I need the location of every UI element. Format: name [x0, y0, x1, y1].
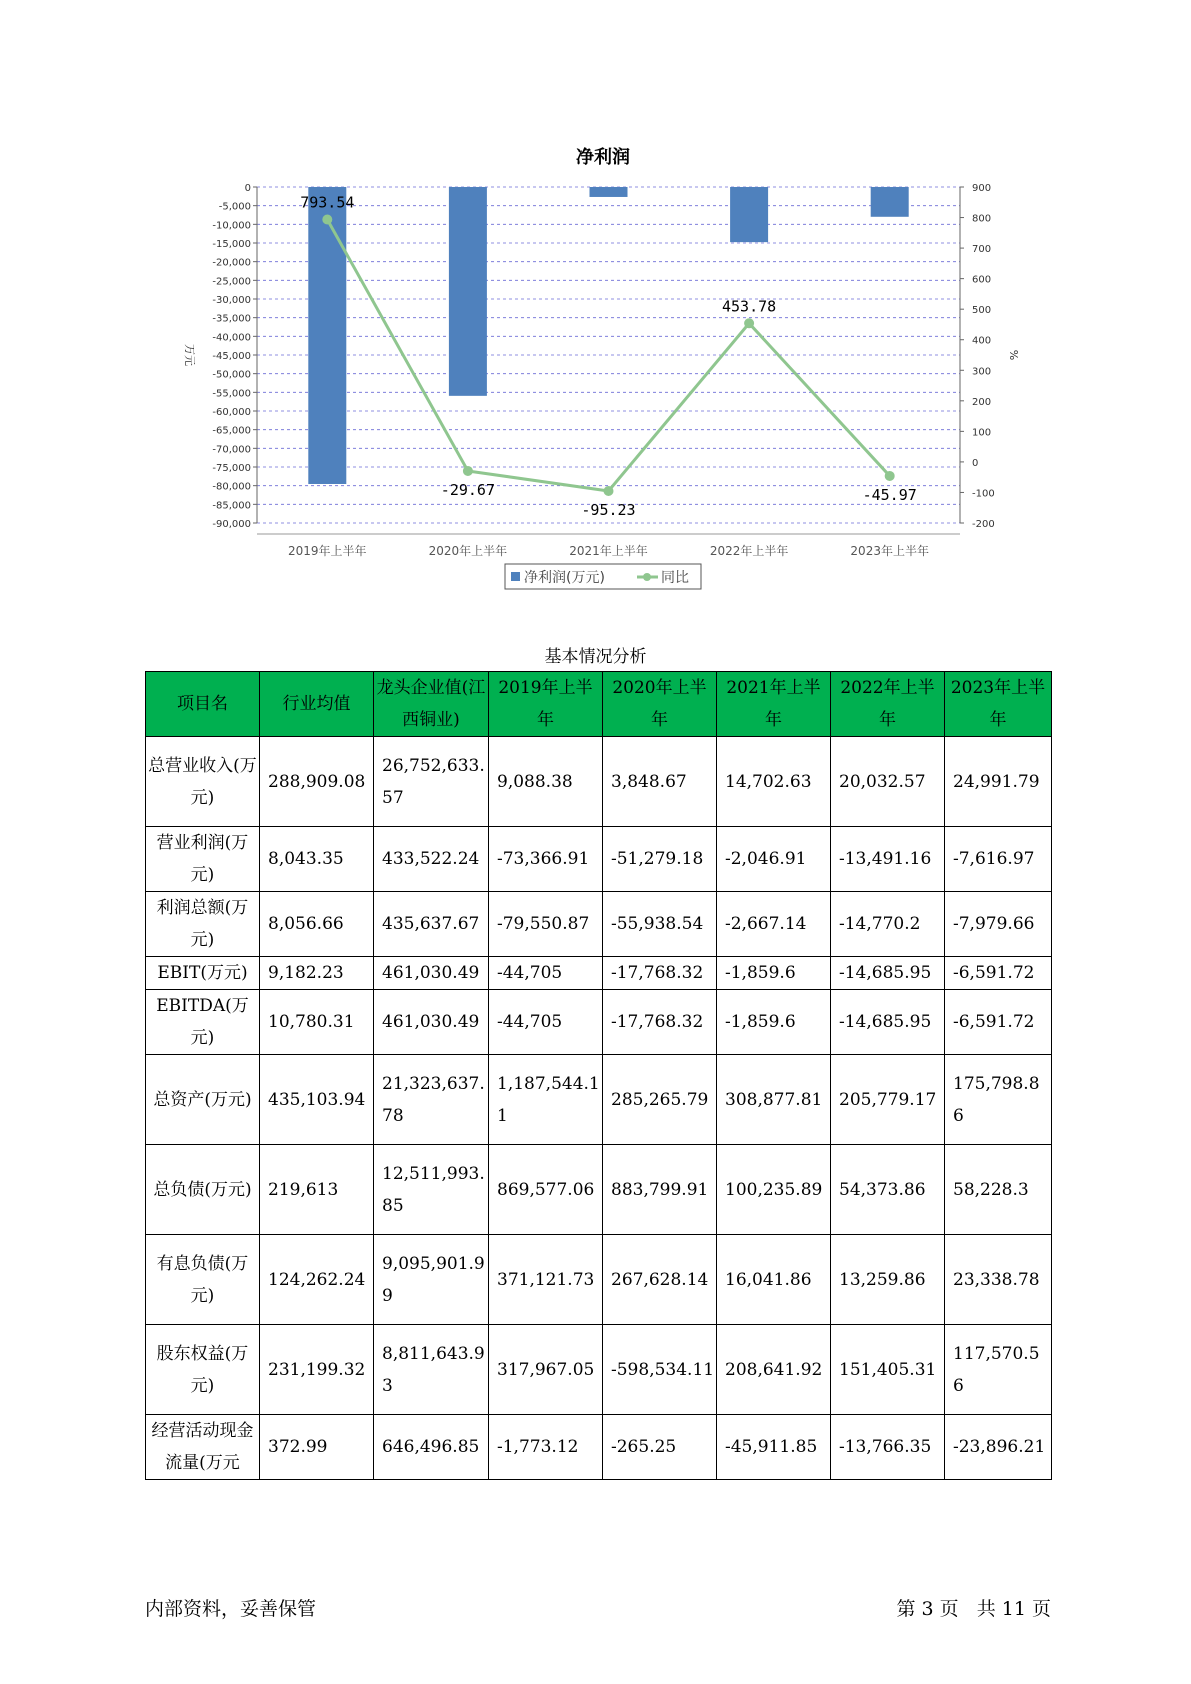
- y-tick-label: -10,000: [212, 220, 251, 232]
- value-cell: 21,323,637.78: [374, 1055, 489, 1145]
- legend-bar-label: 净利润(万元): [524, 570, 605, 586]
- value-cell: -1,773.12: [489, 1415, 603, 1480]
- row-label-cell: 经营活动现金流量(万元: [146, 1415, 260, 1480]
- table-row: [146, 957, 1052, 990]
- y-axis-label: 万元: [183, 344, 196, 366]
- y-tick-label: -60,000: [212, 407, 251, 418]
- table-title: 基本情况分析: [544, 647, 647, 667]
- y-tick-label: -80,000: [212, 481, 251, 493]
- x-tick-label: 2021年上半年: [569, 544, 648, 558]
- table-row: [146, 990, 1052, 1055]
- y2-tick-label: 900: [972, 183, 992, 194]
- value-cell: 3,848.67: [603, 737, 717, 827]
- value-cell: -14,685.95: [831, 990, 945, 1055]
- value-cell: 8,043.35: [260, 827, 374, 892]
- value-cell: 8,056.66: [260, 892, 374, 957]
- y-tick-label: -15,000: [212, 239, 251, 250]
- y-tick-label: -30,000: [212, 295, 251, 306]
- table-row: [146, 1145, 1052, 1235]
- value-cell: 208,641.92: [717, 1325, 831, 1415]
- row-label-cell: EBITDA(万元): [146, 990, 260, 1055]
- value-cell: 58,228.3: [945, 1145, 1052, 1235]
- table-row: [146, 737, 1052, 827]
- row-label-cell: 总营业收入(万元): [146, 737, 260, 827]
- y-tick-label: -50,000: [212, 369, 251, 381]
- net-profit-chart: [0, 0, 1191, 600]
- value-cell: 435,637.67: [374, 892, 489, 957]
- value-cell: 10,780.31: [260, 990, 374, 1055]
- y2-tick-label: 300: [972, 366, 992, 378]
- value-cell: 205,779.17: [831, 1055, 945, 1145]
- yoy-point: [322, 215, 332, 225]
- value-cell: -7,616.97: [945, 827, 1052, 892]
- y-tick-label: -35,000: [212, 313, 251, 325]
- value-cell: 883,799.91: [603, 1145, 717, 1235]
- value-cell: -6,591.72: [945, 990, 1052, 1055]
- value-cell: 54,373.86: [831, 1145, 945, 1235]
- value-cell: -79,550.87: [489, 892, 603, 957]
- y2-tick-label: -200: [972, 519, 995, 530]
- bar: [449, 187, 487, 396]
- value-cell: 1,187,544.11: [489, 1055, 603, 1145]
- value-cell: 117,570.56: [945, 1325, 1052, 1415]
- y-tick-label: -5,000: [218, 201, 251, 213]
- x-tick-label: 2023年上半年: [850, 544, 929, 558]
- x-tick-label: 2019年上半年: [288, 544, 367, 558]
- value-cell: 23,338.78: [945, 1235, 1052, 1325]
- bar: [590, 187, 628, 197]
- table-row: [146, 892, 1052, 957]
- y-tick-label: 0: [244, 183, 251, 194]
- value-cell: -14,770.2: [831, 892, 945, 957]
- row-label-cell: 股东权益(万元): [146, 1325, 260, 1415]
- yoy-point: [463, 466, 473, 476]
- value-cell: 285,265.79: [603, 1055, 717, 1145]
- value-cell: 100,235.89: [717, 1145, 831, 1235]
- value-cell: 13,259.86: [831, 1235, 945, 1325]
- yoy-data-label: -45.97: [862, 485, 917, 504]
- value-cell: -6,591.72: [945, 957, 1052, 990]
- value-cell: 16,041.86: [717, 1235, 831, 1325]
- value-cell: -44,705: [489, 957, 603, 990]
- value-cell: 175,798.86: [945, 1055, 1052, 1145]
- value-cell: -2,046.91: [717, 827, 831, 892]
- basic-analysis-table: [145, 671, 1052, 1480]
- y2-tick-label: 600: [972, 274, 992, 286]
- value-cell: 20,032.57: [831, 737, 945, 827]
- value-cell: 308,877.81: [717, 1055, 831, 1145]
- yoy-point: [604, 486, 614, 496]
- table-row: [146, 1325, 1052, 1415]
- value-cell: 372.99: [260, 1415, 374, 1480]
- y2-axis-label: %: [1007, 349, 1020, 361]
- value-cell: 646,496.85: [374, 1415, 489, 1480]
- row-label-cell: 利润总额(万元): [146, 892, 260, 957]
- table-row: [146, 827, 1052, 892]
- y-tick-label: -75,000: [212, 463, 251, 474]
- value-cell: 12,511,993.85: [374, 1145, 489, 1235]
- header-cell: 行业均值: [260, 672, 374, 737]
- y2-tick-label: 200: [972, 396, 992, 408]
- yoy-data-label: -95.23: [581, 500, 636, 519]
- y-tick-label: -65,000: [212, 425, 251, 437]
- y-tick-label: -40,000: [212, 332, 251, 344]
- y2-tick-label: 0: [972, 457, 979, 469]
- yoy-data-label: 453.78: [722, 297, 777, 316]
- y-tick-label: -55,000: [212, 388, 251, 400]
- value-cell: 14,702.63: [717, 737, 831, 827]
- value-cell: 461,030.49: [374, 957, 489, 990]
- value-cell: -73,366.91: [489, 827, 603, 892]
- bar: [871, 187, 909, 217]
- yoy-point: [744, 318, 754, 328]
- value-cell: 267,628.14: [603, 1235, 717, 1325]
- value-cell: -2,667.14: [717, 892, 831, 957]
- value-cell: 9,088.38: [489, 737, 603, 827]
- value-cell: 231,199.32: [260, 1325, 374, 1415]
- chart-title: 净利润: [576, 147, 630, 168]
- header-cell: 2020年上半年: [603, 672, 717, 737]
- table-row: [146, 1055, 1052, 1145]
- row-label-cell: 总资产(万元): [146, 1055, 260, 1145]
- y2-tick-label: 100: [972, 427, 992, 439]
- value-cell: 219,613: [260, 1145, 374, 1235]
- chart-svg: [0, 0, 1191, 600]
- header-cell: 2023年上半年: [945, 672, 1052, 737]
- y2-tick-label: 800: [972, 213, 992, 225]
- value-cell: -14,685.95: [831, 957, 945, 990]
- value-cell: 9,095,901.99: [374, 1235, 489, 1325]
- yoy-data-label: -29.67: [440, 480, 495, 499]
- value-cell: -44,705: [489, 990, 603, 1055]
- value-cell: 9,182.23: [260, 957, 374, 990]
- legend-line-label: 同比: [661, 570, 689, 586]
- value-cell: 24,991.79: [945, 737, 1052, 827]
- value-cell: -598,534.11: [603, 1325, 717, 1415]
- value-cell: 869,577.06: [489, 1145, 603, 1235]
- value-cell: -17,768.32: [603, 957, 717, 990]
- table-row: [146, 1235, 1052, 1325]
- value-cell: 8,811,643.93: [374, 1325, 489, 1415]
- value-cell: 26,752,633.57: [374, 737, 489, 827]
- y-tick-label: -90,000: [212, 519, 251, 530]
- value-cell: 371,121.73: [489, 1235, 603, 1325]
- header-cell: 龙头企业值(江西铜业): [374, 672, 489, 737]
- row-label-cell: EBIT(万元): [146, 957, 260, 990]
- header-cell: 2021年上半年: [717, 672, 831, 737]
- value-cell: 433,522.24: [374, 827, 489, 892]
- yoy-point: [885, 471, 895, 481]
- y2-tick-label: -100: [972, 488, 995, 500]
- yoy-data-label: 793.54: [300, 193, 355, 212]
- y-tick-label: -85,000: [212, 500, 251, 512]
- value-cell: 151,405.31: [831, 1325, 945, 1415]
- value-cell: -45,911.85: [717, 1415, 831, 1480]
- y-tick-label: -20,000: [212, 257, 251, 269]
- bar: [730, 187, 768, 242]
- value-cell: -7,979.66: [945, 892, 1052, 957]
- value-cell: 435,103.94: [260, 1055, 374, 1145]
- value-cell: -23,896.21: [945, 1415, 1052, 1480]
- value-cell: 288,909.08: [260, 737, 374, 827]
- value-cell: 461,030.49: [374, 990, 489, 1055]
- value-cell: -17,768.32: [603, 990, 717, 1055]
- value-cell: 124,262.24: [260, 1235, 374, 1325]
- row-label-cell: 有息负债(万元): [146, 1235, 260, 1325]
- y2-tick-label: 400: [972, 335, 992, 347]
- value-cell: 317,967.05: [489, 1325, 603, 1415]
- value-cell: -13,491.16: [831, 827, 945, 892]
- value-cell: -51,279.18: [603, 827, 717, 892]
- legend-line-marker: [643, 573, 651, 581]
- row-label-cell: 总负债(万元): [146, 1145, 260, 1235]
- value-cell: -1,859.6: [717, 957, 831, 990]
- header-cell: 2022年上半年: [831, 672, 945, 737]
- y-tick-label: -70,000: [212, 444, 251, 456]
- y-tick-label: -45,000: [212, 351, 251, 362]
- table-header-row: [146, 672, 1052, 737]
- x-tick-label: 2022年上半年: [709, 544, 789, 558]
- value-cell: -13,766.35: [831, 1415, 945, 1480]
- header-cell: 项目名: [146, 672, 260, 737]
- value-cell: -55,938.54: [603, 892, 717, 957]
- legend-bar-swatch: [511, 572, 520, 581]
- value-cell: -265.25: [603, 1415, 717, 1480]
- bar: [308, 187, 346, 484]
- y2-tick-label: 700: [972, 244, 992, 256]
- footer-page-number: 第 3 页 共 11 页: [896, 1598, 1051, 1620]
- header-cell: 2019年上半年: [489, 672, 603, 737]
- y-tick-label: -25,000: [212, 276, 251, 288]
- y2-tick-label: 500: [972, 305, 992, 317]
- x-tick-label: 2020年上半年: [428, 544, 508, 558]
- value-cell: -1,859.6: [717, 990, 831, 1055]
- footer-confidential-note: 内部资料，妥善保管: [145, 1598, 317, 1620]
- table-row: [146, 1415, 1052, 1480]
- row-label-cell: 营业利润(万元): [146, 827, 260, 892]
